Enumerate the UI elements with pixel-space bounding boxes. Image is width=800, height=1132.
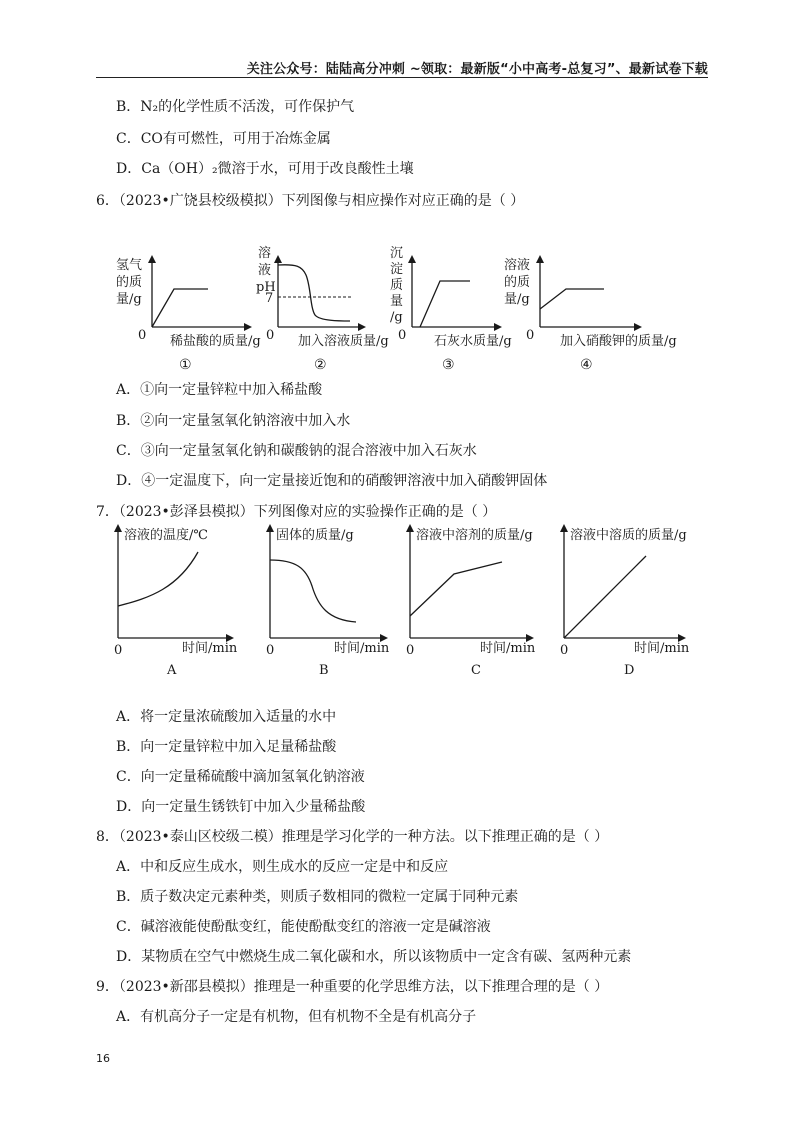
q6-g1-origin: 0: [138, 328, 147, 343]
q7-graph-d: [560, 526, 690, 678]
q8-stem: 8．（2023•泰山区校级二模）推理是学习化学的一种方法。以下推理正确的是（ ）: [96, 829, 609, 845]
q8-option-c: C．碱溶液能使酚酞变红，能使酚酞变红的溶液一定是碱溶液: [116, 919, 491, 935]
q6-g3-curve: [420, 281, 470, 327]
q7-stem: 7．（2023•彭泽县模拟）下列图像对应的实验操作正确的是（ ）: [96, 504, 497, 520]
q6-stem: 6．（2023•广饶县校级模拟）下列图像与相应操作对应正确的是（ ）: [96, 193, 525, 209]
q7-gb-curve: [270, 560, 356, 622]
q7-gd-curve: [564, 556, 646, 638]
q7-gd-ylabel: 溶液中溶质的质量/g: [570, 528, 687, 543]
q7-gd-xlabel: 时间/min: [634, 641, 690, 656]
q5-option-d: D．Ca（OH）₂微溶于水，可用于改良酸性土壤: [116, 161, 414, 177]
q6-option-b: B．②向一定量氢氧化钠溶液中加入水: [116, 413, 351, 429]
q6-g4-ylabel-1: 溶液: [504, 258, 531, 273]
q6-g2-ref-label: 7: [265, 291, 274, 306]
q6-g4-number: ④: [580, 357, 593, 373]
q7-ga-letter: A: [167, 663, 177, 678]
q7-gc-letter: C: [471, 663, 481, 678]
q7-ga-origin: 0: [114, 643, 123, 658]
q8-option-a: A．中和反应生成水，则生成水的反应一定是中和反应: [116, 859, 449, 875]
q7-gb-ylabel: 固体的质量/g: [276, 528, 354, 543]
q7-gc-curve: [410, 562, 502, 616]
q6-g4-xlabel: 加入硝酸钾的质量/g: [560, 334, 677, 349]
q6-graph-4: [504, 257, 677, 373]
q5-option-b: B．N₂的化学性质不活泼，可作保护气: [116, 99, 355, 115]
q6-g2-number: ②: [314, 357, 327, 373]
q6-g1-number: ①: [179, 357, 192, 373]
q6-g1-ylabel-2: 的质: [116, 275, 143, 290]
q6-g4-ylabel-3: 量/g: [504, 292, 530, 307]
q9-stem: 9．（2023•新邵县模拟）推理是一种重要的化学思维方法，以下推理合理的是（ ）: [96, 979, 609, 995]
q6-g2-ylabel-1: 溶: [258, 246, 272, 261]
q7-option-c: C．向一定量稀硫酸中滴加氢氧化钠溶液: [116, 769, 365, 785]
q6-g3-origin: 0: [398, 328, 407, 343]
q8-option-d: D．某物质在空气中燃烧生成二氧化碳和水，所以该物质中一定含有碳、氢两种元素: [116, 949, 632, 965]
q7-graph-a: [114, 526, 238, 678]
q7-option-a: A．将一定量浓硫酸加入适量的水中: [116, 709, 337, 725]
q7-gd-letter: D: [624, 663, 635, 678]
q6-g3-ylabel-2: 淀: [390, 262, 404, 277]
q7-gb-xlabel: 时间/min: [334, 641, 390, 656]
q7-ga-xlabel: 时间/min: [182, 641, 238, 656]
q6-graph-1: [116, 257, 261, 373]
q6-g4-ylabel-2: 的质: [504, 275, 531, 290]
q7-ga-ylabel: 溶液的温度/℃: [124, 528, 208, 543]
q6-g3-ylabel-3: 质: [390, 278, 404, 293]
q7-gd-origin: 0: [560, 643, 569, 658]
q6-g2-xlabel: 加入溶液质量/g: [298, 334, 389, 349]
q7-option-b: B．向一定量锌粒中加入足量稀盐酸: [116, 739, 337, 755]
q6-g2-curve: [278, 265, 350, 321]
q6-g2-ylabel-3: pH: [256, 280, 276, 295]
q6-g2-ylabel-2: 液: [258, 263, 272, 278]
q6-g3-ylabel-1: 沉: [390, 246, 404, 261]
q7-graphs: [100, 522, 700, 682]
q6-g3-ylabel-5: /g: [390, 310, 403, 325]
q7-gc-ylabel: 溶液中溶剂的质量/g: [416, 528, 533, 543]
q6-option-d: D．④一定温度下，向一定量接近饱和的硝酸钾溶液中加入硝酸钾固体: [116, 473, 548, 489]
q6-g1-ylabel-1: 氢气: [116, 258, 143, 273]
q6-option-c: C．③向一定量氢氧化钠和碳酸钠的混合溶液中加入石灰水: [116, 443, 477, 459]
q7-gb-origin: 0: [266, 643, 275, 658]
q7-option-d: D．向一定量生锈铁钉中加入少量稀盐酸: [116, 799, 366, 815]
q9-option-a: A．有机高分子一定是有机物，但有机物不全是有机高分子: [116, 1009, 477, 1025]
q6-option-a: A．①向一定量锌粒中加入稀盐酸: [116, 382, 323, 398]
q8-option-b: B．质子数决定元素种类，则质子数相同的微粒一定属于同种元素: [116, 889, 519, 905]
q6-graph-3: [390, 246, 512, 373]
page-number: 16: [96, 1052, 110, 1065]
q6-g1-curve: [152, 289, 208, 327]
q6-g3-number: ③: [442, 357, 455, 373]
q7-ga-curve: [118, 552, 198, 606]
page-header: 关注公众号：陆陆高分冲刺 ~领取：最新版“小中高考-总复习”、最新试卷下载: [246, 62, 708, 77]
q6-graph-2: [256, 245, 389, 373]
q6-g2-origin: 0: [266, 328, 275, 343]
q7-gc-xlabel: 时间/min: [480, 641, 536, 656]
q7-gc-origin: 0: [406, 643, 415, 658]
q7-graph-c: [406, 526, 536, 678]
q6-g1-xlabel: 稀盐酸的质量/g: [170, 334, 261, 349]
q6-g4-curve: [540, 289, 604, 309]
q6-graphs: [100, 235, 700, 375]
q5-option-c: C．CO有可燃性，可用于冶炼金属: [116, 131, 331, 147]
q6-g1-ylabel-3: 量/g: [116, 292, 142, 307]
q7-gb-letter: B: [319, 663, 329, 678]
q7-graph-b: [266, 526, 390, 678]
q6-g4-origin: 0: [526, 328, 535, 343]
q6-g3-ylabel-4: 量: [390, 294, 404, 309]
header-divider: [96, 77, 708, 78]
q6-g3-xlabel: 石灰水质量/g: [434, 334, 512, 349]
